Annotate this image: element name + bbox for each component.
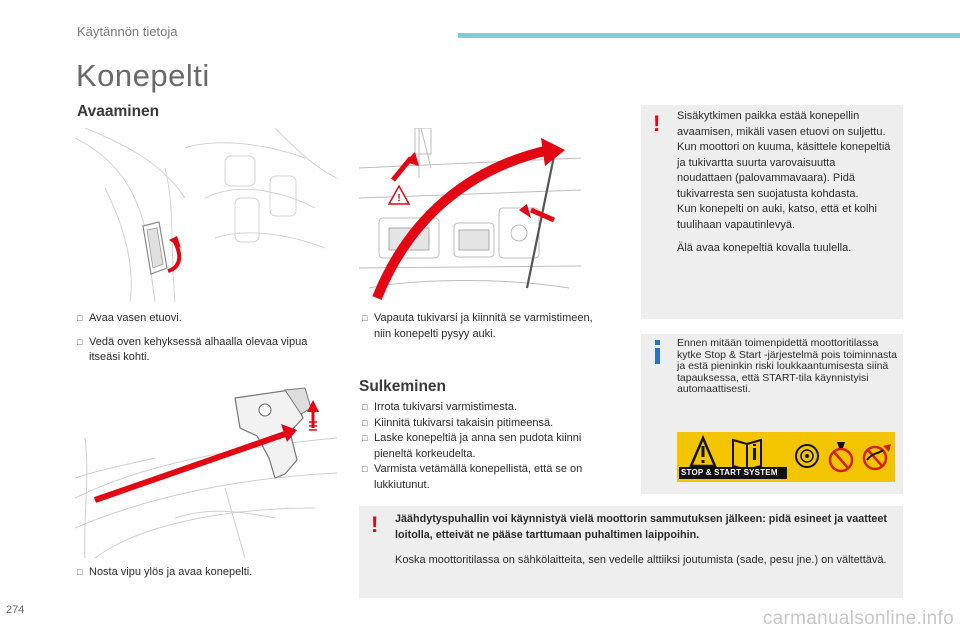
warning-paragraph-3: Kun konepelti on auki, katso, että et kolhi tuulihaan vapautinlevyä. [677,203,877,231]
warning-paragraph-4: Älä avaa konepeltiä kovalla tuulella. [677,242,852,254]
info-dot-icon [655,340,660,345]
opening-step-2: □ Vedä oven kehyksessä alhaalla olevaa vipua itseäsi kohti. [77,335,308,363]
closing-step-2: □ Kiinnitä tukivarsi takaisin pitimeensä. [362,416,554,429]
stop-start-sticker [677,432,895,482]
closing-step-3: □ Laske konepeltiä ja anna sen pudota kiinni pieneltä korkeudelta. [362,432,582,460]
opening-step-3: □ Vapauta tukivarsi ja kiinnitä se varmistimeen, niin konepelti pysyy auki. [362,312,593,340]
header-accent-bar [458,33,960,38]
illustration-interior-lever [75,128,337,302]
warning-paragraph-2: Kun moottori on kuuma, käsittele konepeltiä ja tukivartta suurta varovaisuutta noudattaen (palovammavaara). Pidä tukivarresta sen suojatusta kohdasta. [677,141,891,200]
closing-heading: Sulkeminen [359,378,446,395]
watermark: carmanualsonline.info [762,608,954,629]
info-i-icon [655,348,660,364]
section-label: Käytännön tietoja [77,24,178,39]
sticker-label: STOP & START SYSTEM [681,468,778,477]
opening-step-4: □ Nosta vipu ylös ja avaa konepelti. [77,566,253,578]
checkbox-bullet-icon: □ [77,336,83,347]
checkbox-bullet-icon: □ [362,402,368,412]
closing-step-1: □ Irrota tukivarsi varmistimesta. [362,401,518,413]
checkbox-bullet-icon: □ [362,313,368,323]
fan-warning-box [359,506,903,598]
warning-box [641,105,903,319]
checkbox-bullet-icon: □ [362,433,368,443]
info-text: Ennen mitään toimenpidettä moottoritilassa kytke Stop & Start -järjestelmä pois toiminnasta ja estä pieninkin riski loukkaantumisesta siinä tapauksessa, että START-tila käynnistyisi automaattisesti. [677,337,898,396]
checkbox-bullet-icon: □ [362,417,368,428]
page-title: Konepelti [76,58,210,93]
illustration-bonnet-lever [75,378,337,558]
opening-step-1: □ Avaa vasen etuovi. [77,312,182,324]
checkbox-bullet-icon: □ [77,313,83,323]
warning-paragraph-1: Sisäkytkimen paikka estää konepellin avaamisen, mikäli vasen etuovi on suljettu. [677,110,886,138]
fan-warning-normal: Koska moottoritilassa on sähkölaitteita, sen vedelle alttiiksi joutumista (sade, pesu jne.) on vältettävä. [395,554,887,566]
checkbox-bullet-icon: □ [77,567,83,577]
svg-text:!: ! [397,193,401,204]
checkbox-bullet-icon: □ [362,464,368,474]
warning-exclamation-icon: ! [371,512,379,537]
warning-exclamation-icon: ! [653,111,661,136]
illustration-engine-bay-strut [359,128,581,302]
page-number: 274 [6,604,25,616]
fan-warning-bold: Jäähdytyspuhallin voi käynnistyä vielä moottorin sammutuksen jälkeen: pidä esineet ja vaatteet loitolla, etteivät ne pääse tarttumaan puhaltimen laippoihin. [395,513,888,541]
opening-heading: Avaaminen [77,103,160,120]
closing-step-4: □ Varmista vetämällä konepellistä, että se on lukkiutunut. [362,463,583,491]
